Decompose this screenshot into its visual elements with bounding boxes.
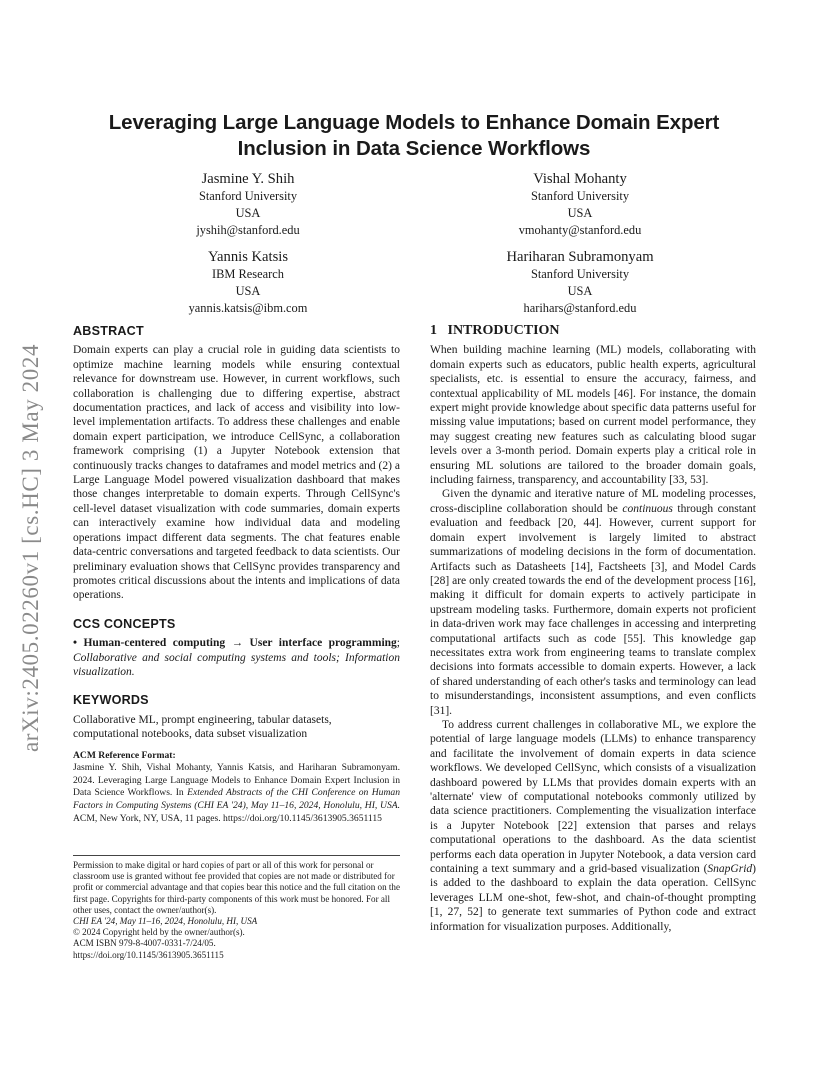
ccs-rest: Collaborative and social computing systems and tools; Information visualization. bbox=[73, 651, 400, 678]
intro-paragraph-3 bbox=[430, 718, 756, 934]
author-name: Yannis Katsis bbox=[207, 249, 288, 265]
author-country: USA bbox=[235, 284, 261, 298]
abstract-heading: ABSTRACT bbox=[73, 324, 144, 338]
paper-title bbox=[60, 110, 768, 162]
author-name: Vishal Mohanty bbox=[533, 171, 627, 187]
acm-reference-part-a: Jasmine Y. Shih, Vishal Mohanty, Yannis Katsis, and Hariharan Subramonyam. 2024. Leveraging Large Language Models to Enhance Domain Expert Inclusion in Data Science Workflows. In bbox=[73, 762, 400, 799]
author-email[interactable]: yannis.katsis@ibm.com bbox=[188, 301, 308, 315]
author-email[interactable]: harihars@stanford.edu bbox=[523, 301, 637, 315]
author-affiliation: IBM Research bbox=[212, 267, 284, 281]
intro-p2-b: through constant evaluation and feedback [20, 44]. However, current support for domain expert involvement is largely limited to abstract summarizations of modeling decisions in the form of documentation. Artifacts such as Datasheets [14], Factsheets [3], and Model Cards [28] are only created towards the end of the development process [16], making it difficult for domain experts to actively participate in upstream modeling tasks. Furthermore, domain experts not proficient in data-driven work may face challenges in accessing and interpreting computational artifacts such as code [55]. This knowledge gap necessitates extra work from engineering teams to translate complex decisions into formats accessible to domain experts. However, a lack of shared understanding of each other's tasks and terminology can lead to misunderstandings, inconsistent assumptions, and even conflicts [31]. bbox=[430, 502, 756, 717]
author-affiliation: Stanford University bbox=[530, 267, 630, 281]
title-line-1: Leveraging Large Language Models to Enhance Domain Expert bbox=[108, 111, 720, 134]
ccs-bullet: • Human-centered computing → User interface programming bbox=[73, 637, 397, 650]
isbn-text: ACM ISBN 979-8-4007-0331-7/24/05. bbox=[73, 938, 216, 949]
author-block-1 bbox=[118, 170, 378, 239]
venue-text: CHI EA '24, May 11–16, 2024, Honolulu, HI, USA bbox=[73, 916, 258, 927]
intro-p3-b: ) is added to the dashboard to explain the data operation. CellSync leverages LLM one-shot, few-shot, and chain-of-thought prompting [1, 27, 52] to generate text summaries of Python code and extract information for visualization purposes. Additionally, bbox=[430, 863, 756, 933]
author-country: USA bbox=[235, 206, 261, 220]
doi-link[interactable]: https://doi.org/10.1145/3613905.3651115 bbox=[73, 949, 224, 960]
ccs-heading: CCS CONCEPTS bbox=[73, 616, 176, 631]
author-affiliation: Stanford University bbox=[198, 189, 298, 203]
author-country: USA bbox=[567, 284, 593, 298]
intro-p3-a: To address current challenges in collaborative ML, we explore the potential of large language models (LLMs) to enhance transparency and facilitate the involvement of domain experts in data science workflows. We developed CellSync, which consists of a visualization dashboard powered by LLMs that provides domain experts with an 'alternate' view of computational notebooks commonly utilized by data science practitioners. Complementing the visualization interface is a Jupyter Notebook [22] extension that parses and relays computational operations to the dashboard. As the data scientist performs each data operation in Jupyter Notebook, a data version card containing a text summary and a grid-based visualization ( bbox=[430, 718, 756, 876]
acm-reference-part-b: ACM, New York, NY, USA, 11 pages. https://doi.org/10.1145/3613905.3651115 bbox=[73, 812, 382, 824]
intro-paragraph-1: When building machine learning (ML) models, collaborating with domain experts such as educators, public health experts, agricultural specialists, etc. is essential to ensure the accuracy, fairness, and contextual applicability of ML models [46]. For instance, the domain expert might provide knowledge about specific data patterns useful for missing value imputations; based on current model performance, they may suggest creating new features such as calculating blood sugar levels over a 3-month period. Domain experts play a critical role in ensuring ML solutions are tailored to the broader domain goals, including fairness, transparency, and accountability [33, 53]. bbox=[430, 344, 756, 487]
author-block-3 bbox=[118, 248, 378, 317]
intro-p2-a: Given the dynamic and iterative nature of ML modeling processes, cross-discipline collaboration should be bbox=[430, 488, 756, 515]
permission-text: Permission to make digital or hard copies of part or all of this work for personal or classroom use is granted without fee provided that copies are not made or distributed for profit or commercial advantage and that copies bear this notice and the full citation on the first page. Copyrights for third-party components of this work must be honored. For all other uses, contact the owner/author(s). bbox=[73, 860, 401, 915]
copyright-text: © 2024 Copyright held by the owner/author(s). bbox=[73, 927, 245, 938]
keywords-text: Collaborative ML, prompt engineering, tabular datasets, computational notebooks, data subset visualization bbox=[73, 713, 332, 741]
abstract-text: Domain experts can play a crucial role in guiding data scientists to optimize machine learning models while ensuring contextual relevance for downstream use. However, in current workflows, such collaboration is challenging due to differing expertise, abstract documentation practices, and lack of access and visibility into low-level implementation artifacts. To address these challenges and enable domain expert participation, we introduce CellSync, a collaboration framework comprising (1) a Jupyter Notebook extension that continuously tracks changes to dataframes and model metrics and (2) a Large Language Model powered visualization dashboard that makes those changes interpretable to domain experts. Through CellSync's cell-level dataset visualization with code summaries, domain experts can interactively examine how individual data and modeling operations impact different data segments. The chat features enable data-centric conversations and targeted feedback to data scientists. Our preliminary evaluation shows that CellSync provides transparency and promotes critical discussions about the intents and implications of data operations. bbox=[73, 344, 400, 602]
author-block-2 bbox=[450, 170, 710, 239]
footnote-rule bbox=[73, 855, 400, 856]
acm-reference-venue: Extended Abstracts of the CHI Conference on Human Factors in Computing Systems (CHI EA '24), May 11–16, 2024, Honolulu, HI, USA. bbox=[73, 787, 400, 811]
author-block-4 bbox=[450, 248, 710, 317]
intro-p3-italic: SnapGrid bbox=[707, 863, 753, 876]
author-email[interactable]: jyshih@stanford.edu bbox=[196, 223, 300, 237]
intro-paragraph-2 bbox=[430, 487, 756, 718]
permission-block bbox=[73, 860, 400, 961]
acm-reference bbox=[73, 750, 400, 826]
title-line-2: Inclusion in Data Science Workflows bbox=[237, 137, 591, 160]
left-column bbox=[73, 324, 400, 825]
author-name: Hariharan Subramonyam bbox=[506, 249, 654, 265]
right-column bbox=[430, 324, 756, 934]
author-email[interactable]: vmohanty@stanford.edu bbox=[518, 223, 642, 237]
ccs-text: • Human-centered computing → User interface programming; Collaborative and social computing systems and tools; Information visualization. bbox=[73, 637, 400, 678]
acm-reference-text bbox=[73, 762, 400, 825]
arxiv-watermark: arXiv:2405.02260v1 [cs.HC] 3 May 2024 bbox=[18, 343, 43, 752]
keywords-heading: KEYWORDS bbox=[73, 693, 149, 708]
author-name: Jasmine Y. Shih bbox=[201, 171, 295, 187]
author-affiliation: Stanford University bbox=[530, 189, 630, 203]
acm-reference-heading: ACM Reference Format: bbox=[73, 749, 176, 761]
introduction-heading: 1 INTRODUCTION bbox=[430, 323, 560, 338]
author-country: USA bbox=[567, 206, 593, 220]
intro-p2-italic: continuous bbox=[622, 502, 673, 515]
